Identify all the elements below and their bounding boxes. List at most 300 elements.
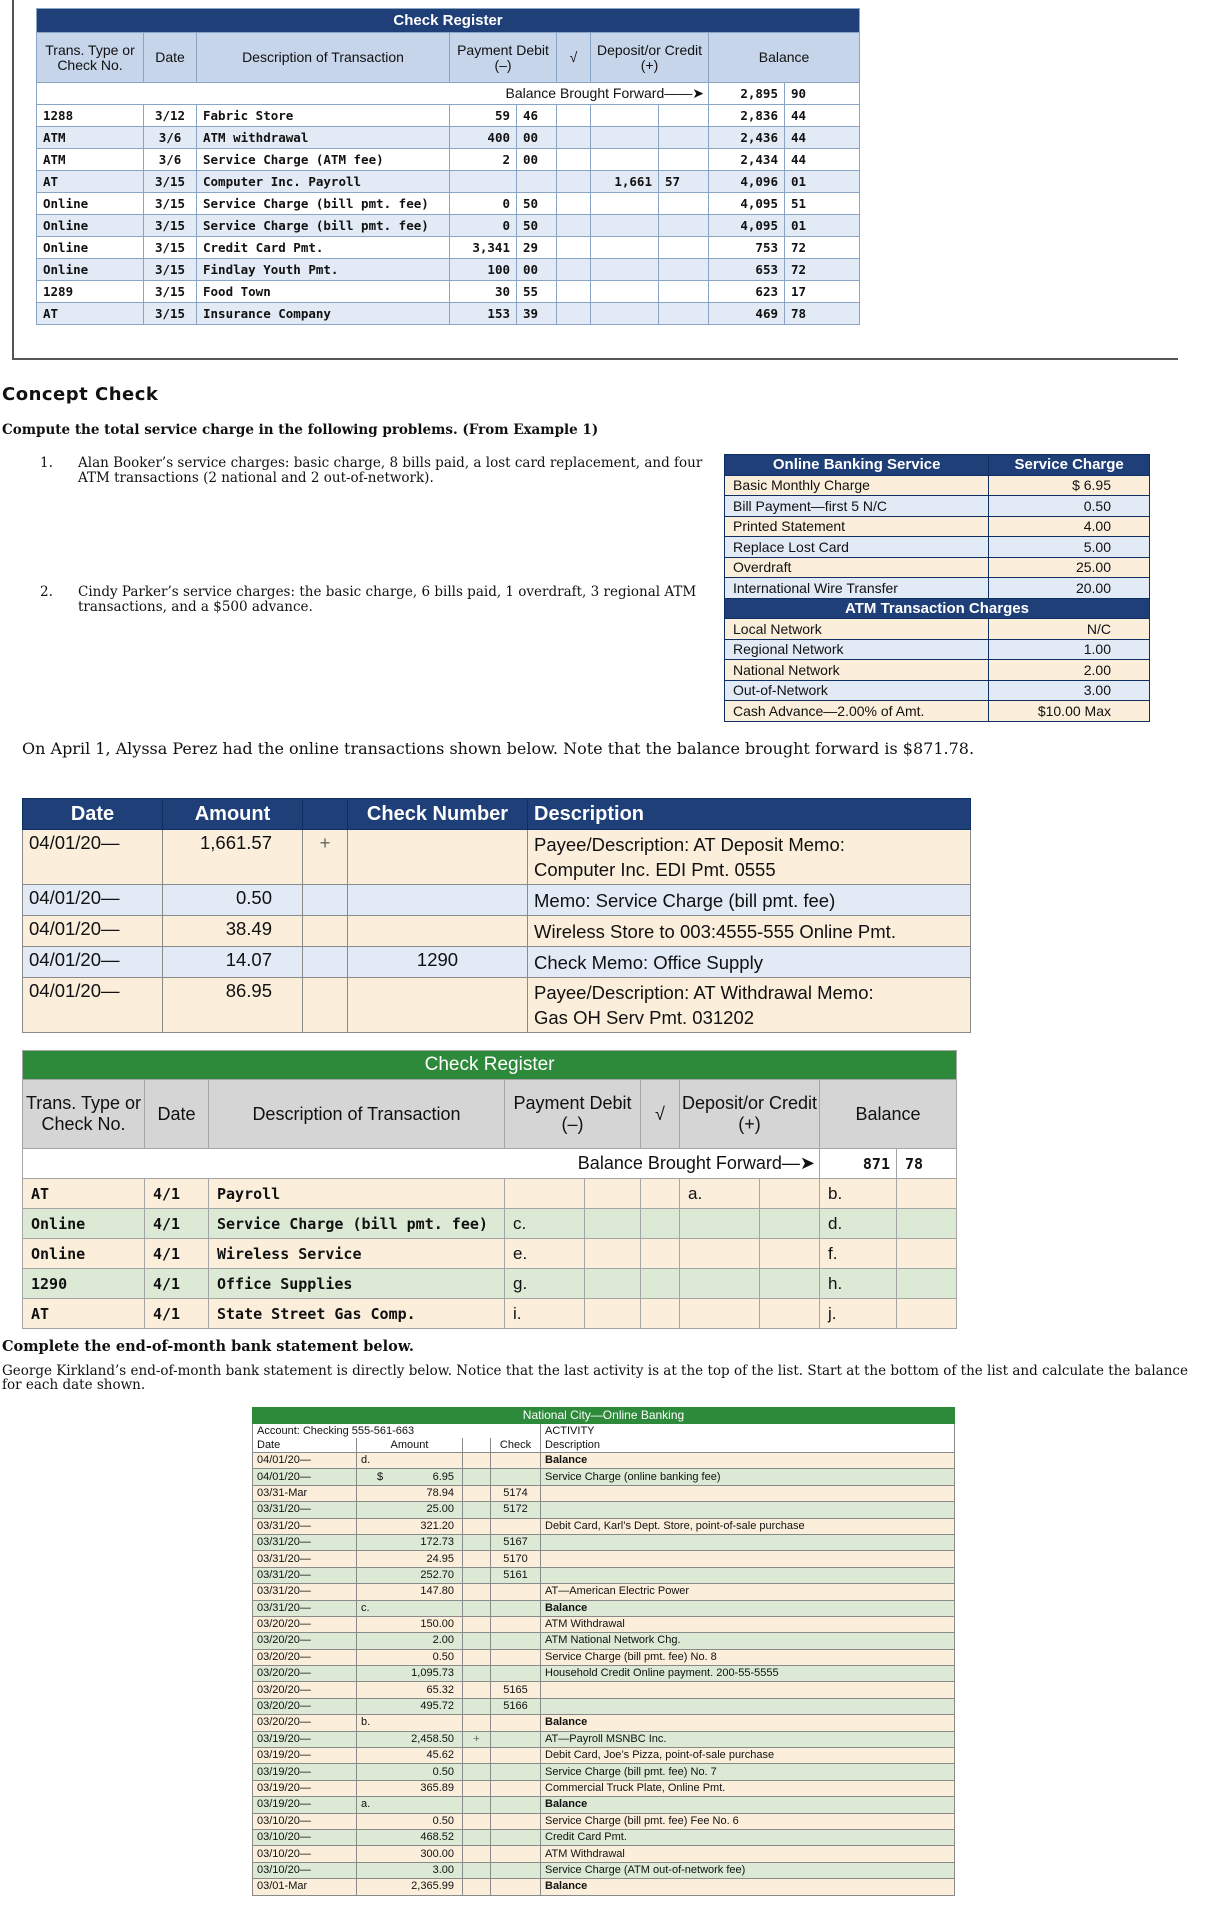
statement-check-number [491,1666,541,1682]
payment-dollars: 400 [450,127,517,149]
trans-description: State Street Gas Comp. [209,1299,505,1329]
balance-cents: 17 [785,281,860,303]
deposit-dollars [591,237,659,259]
fee-row [725,537,1150,558]
transaction-sign: + [303,830,348,885]
col-date: Date [144,33,197,83]
statement-row [253,1797,955,1813]
statement-sign [463,1748,491,1764]
balance-cents: 78 [785,303,860,325]
fee-row [725,639,1150,660]
statement-date: 03/20/20— [253,1616,357,1632]
register-row [37,259,860,281]
april-intro-text: On April 1, Alyssa Perez had the online transactions shown below. Note that the balance brought forward is $871.78. [22,739,975,758]
deposit-dollars [591,281,659,303]
deposit-cents [760,1239,820,1269]
statement-amount: 2,365.99 [411,1880,454,1893]
fee-value: 1.00 [989,639,1150,660]
statement-amount: 2.00 [432,1634,454,1647]
col-trans-type: Trans. Type or Check No. [23,1080,145,1149]
fee-value: $10.00 Max [989,701,1150,722]
balance-dollars: 2,434 [709,149,785,171]
deposit-cents [760,1209,820,1239]
deposit-dollars [591,259,659,281]
statement-description [541,1534,955,1550]
statement-sign [463,1715,491,1731]
fee-row [725,619,1150,640]
description-line-1: Memo: Service Charge (bill pmt. fee) [534,889,836,911]
statement-date: 04/01/20— [253,1469,357,1485]
statement-amount: 65.32 [426,1683,454,1696]
statement-row [253,1731,955,1747]
statement-amount-cell [357,1633,463,1649]
trans-type: 1288 [37,105,144,127]
fee-value: 0.50 [989,496,1150,517]
deposit-answer-blank [680,1299,760,1329]
balance-answer-blank: d. [820,1209,897,1239]
statement-sign [463,1862,491,1878]
deposit-dollars [591,105,659,127]
fee-name: Bill Payment—first 5 N/C [725,496,989,517]
statement-date: 03/20/20— [253,1666,357,1682]
fee-value: 20.00 [989,578,1150,599]
statement-sign [463,1518,491,1534]
payment-dollars: 0 [450,215,517,237]
statement-description: Balance [541,1879,955,1895]
statement-amount-cell [357,1829,463,1845]
statement-date: 03/20/20— [253,1682,357,1698]
register-row [23,1269,957,1299]
statement-check-number [491,1764,541,1780]
statement-amount-cell [357,1534,463,1550]
online-transactions-table [22,798,970,1033]
fee-name: Regional Network [725,639,989,660]
deposit-cents [659,237,709,259]
deposit-cents [760,1269,820,1299]
register-row [23,1299,957,1329]
balance-cents: 44 [785,105,860,127]
problem-text: Cindy Parker’s service charges: the basic charge, 6 bills paid, 1 overdraft, 3 regional ATM transactions, and a $500 advance. [78,584,697,615]
statement-amount-cell [357,1813,463,1829]
statement-row [253,1485,955,1501]
online-transaction-row [23,947,971,978]
online-col-description: Description [528,799,971,830]
payment-dollars: 0 [450,193,517,215]
statement-check-number [491,1518,541,1534]
statement-description: ATM Withdrawal [541,1616,955,1632]
col-check: √ [641,1080,680,1149]
register-row [37,215,860,237]
trans-type: Online [23,1239,145,1269]
concept-check-title: Concept Check [2,384,159,405]
check-mark [557,127,591,149]
statement-description [541,1502,955,1518]
deposit-cents: 57 [659,171,709,193]
transaction-amount: 14.07 [163,947,303,978]
statement-amount: 147.80 [420,1585,454,1598]
statement-row [253,1649,955,1665]
fee-row [725,516,1150,537]
trans-description: Insurance Company [197,303,450,325]
statement-sign [463,1534,491,1550]
balance-cents: 44 [785,127,860,149]
statement-date: 04/01/20— [253,1453,357,1469]
statement-date: 03/31/20— [253,1567,357,1583]
register-row [37,237,860,259]
trans-type: 1290 [23,1269,145,1299]
balance-cents [897,1209,957,1239]
balance-dollars: 4,096 [709,171,785,193]
statement-sign [463,1649,491,1665]
statement-check-number: 5167 [491,1534,541,1550]
statement-amount: a. [361,1798,371,1811]
register-title: Check Register [37,9,860,33]
trans-description: Office Supplies [209,1269,505,1299]
col-description: Description of Transaction [197,33,450,83]
statement-amount: 321.20 [420,1519,454,1532]
statement-description: Debit Card, Joe’s Pizza, point-of-sale purchase [541,1748,955,1764]
statement-check-number: 5166 [491,1698,541,1714]
trans-description: Service Charge (bill pmt. fee) [209,1209,505,1239]
trans-date: 3/15 [144,281,197,303]
col-deposit: Deposit/or Credit (+) [680,1080,820,1149]
balance-cents: 72 [785,259,860,281]
transaction-date: 04/01/20— [23,885,163,916]
col-date: Date [145,1080,209,1149]
problem-2 [40,585,710,615]
statement-description: Balance [541,1600,955,1616]
statement-check-number [491,1600,541,1616]
fee-name: Out-of-Network [725,680,989,701]
online-col-sign [303,799,348,830]
statement-description: Service Charge (ATM out-of-network fee) [541,1862,955,1878]
register-row [37,281,860,303]
service-charge-table [724,454,1150,722]
description-line-1: Payee/Description: AT Deposit Memo: [534,834,845,855]
payment-cents [585,1179,641,1209]
statement-description: Balance [541,1797,955,1813]
statement-sign [463,1764,491,1780]
trans-type: Online [37,259,144,281]
statement-row [253,1862,955,1878]
deposit-dollars [591,215,659,237]
statement-check-number [491,1649,541,1665]
transaction-date: 04/01/20— [23,916,163,947]
statement-date: 03/19/20— [253,1797,357,1813]
statement-heading: Complete the end-of-month bank statement below. [2,1338,414,1355]
statement-row [253,1764,955,1780]
payment-cents [517,171,557,193]
problem-number: 2. [40,584,53,600]
deposit-cents [659,127,709,149]
statement-amount-cell [357,1649,463,1665]
statement-date: 03/19/20— [253,1731,357,1747]
statement-sign [463,1584,491,1600]
fee-name: Replace Lost Card [725,537,989,558]
trans-type: Online [37,215,144,237]
statement-check-number: 5165 [491,1682,541,1698]
atm-charges-header: ATM Transaction Charges [725,598,1150,619]
statement-row [253,1846,955,1862]
statement-sign [463,1879,491,1895]
statement-row [253,1600,955,1616]
bbf-text: Balance Brought Forward [577,1153,782,1173]
register-title: Check Register [23,1051,957,1080]
register-row [23,1209,957,1239]
balance-dollars: 623 [709,281,785,303]
statement-check-number: 5161 [491,1567,541,1583]
trans-date: 4/1 [145,1299,209,1329]
left-margin-rule [12,0,14,360]
statement-row [253,1879,955,1895]
statement-check-number [491,1453,541,1469]
section-divider [12,358,1178,360]
statement-row [253,1666,955,1682]
statement-check-number [491,1584,541,1600]
statement-description [541,1567,955,1583]
trans-type: Online [37,237,144,259]
transaction-check-number [348,830,528,885]
problem-text: Alan Booker’s service charges: basic charge, 8 bills paid, a lost card replacement, and four ATM transactions (2 national and 2 out-of-network). [78,455,703,486]
trans-description: Fabric Store [197,105,450,127]
check-mark [557,237,591,259]
trans-date: 3/15 [144,259,197,281]
online-col-check: Check Number [348,799,528,830]
statement-check-number [491,1846,541,1862]
trans-date: 4/1 [145,1179,209,1209]
statement-date: 03/31/20— [253,1551,357,1567]
statement-date: 03/10/20— [253,1862,357,1878]
statement-check-number [491,1715,541,1731]
statement-row [253,1567,955,1583]
statement-amount-cell [357,1731,463,1747]
bbf-dollars: 871 [820,1149,897,1179]
fee-name: Cash Advance—2.00% of Amt. [725,701,989,722]
statement-description: Service Charge (online banking fee) [541,1469,955,1485]
transaction-description [528,947,971,978]
deposit-cents [659,259,709,281]
transaction-check-number [348,978,528,1033]
balance-answer-blank: f. [820,1239,897,1269]
description-line-1: Payee/Description: AT Withdrawal Memo: [534,982,874,1003]
check-register-2 [22,1050,956,1329]
description-line-1: Wireless Store to 003:4555-555 Online Pmt. [534,920,896,942]
trans-description: Computer Inc. Payroll [197,171,450,193]
transaction-check-number [348,916,528,947]
statement-date: 03/20/20— [253,1649,357,1665]
statement-amount-cell [357,1600,463,1616]
balance-cents: 72 [785,237,860,259]
trans-description: Service Charge (ATM fee) [197,149,450,171]
statement-date: 03/19/20— [253,1780,357,1796]
transaction-check-number [348,885,528,916]
trans-date: 3/15 [144,193,197,215]
trans-date: 4/1 [145,1269,209,1299]
statement-description: AT—Payroll MSNBC Inc. [541,1731,955,1747]
statement-check-number: 5174 [491,1485,541,1501]
statement-date: 03/31/20— [253,1584,357,1600]
check-mark [557,149,591,171]
statement-row [253,1518,955,1534]
balance-brought-forward-label: Balance Brought Forward—➤ [23,1149,820,1179]
statement-amount: 25.00 [426,1503,454,1516]
statement-date: 03/10/20— [253,1846,357,1862]
deposit-cents [659,193,709,215]
deposit-cents [760,1179,820,1209]
check-mark [557,281,591,303]
statement-amount: 0.50 [432,1765,454,1778]
balance-cents: 44 [785,149,860,171]
statement-check-number [491,1879,541,1895]
transaction-date: 04/01/20— [23,978,163,1033]
payment-dollars: 2 [450,149,517,171]
statement-check-number [491,1616,541,1632]
deposit-cents [659,149,709,171]
statement-sign [463,1567,491,1583]
payment-dollars: 3,341 [450,237,517,259]
deposit-dollars [591,149,659,171]
statement-description: Credit Card Pmt. [541,1829,955,1845]
fee-value: N/C [989,619,1150,640]
dollar-sign: $ [377,1470,384,1483]
trans-description: Credit Card Pmt. [197,237,450,259]
deposit-dollars [591,193,659,215]
deposit-dollars: 1,661 [591,171,659,193]
balance-dollars: 4,095 [709,193,785,215]
payment-answer-blank [505,1179,585,1209]
deposit-answer-blank: a. [680,1179,760,1209]
register-row [23,1239,957,1269]
statement-description: Commercial Truck Plate, Online Pmt. [541,1780,955,1796]
statement-date: 03/19/20— [253,1748,357,1764]
payment-cents [585,1209,641,1239]
payment-cents: 39 [517,303,557,325]
deposit-answer-blank [680,1269,760,1299]
fee-row [725,496,1150,517]
balance-answer-blank: b. [820,1179,897,1209]
transaction-amount: 38.49 [163,916,303,947]
balance-cents: 51 [785,193,860,215]
transaction-date: 04/01/20— [23,830,163,885]
stmt-col-check: Check [491,1438,541,1453]
statement-amount-cell [357,1567,463,1583]
trans-date: 3/6 [144,149,197,171]
register-row [37,149,860,171]
trans-type: AT [23,1179,145,1209]
statement-description: Balance [541,1453,955,1469]
payment-answer-blank: i. [505,1299,585,1329]
statement-sign [463,1682,491,1698]
statement-amount: 0.50 [432,1650,454,1663]
fee-name: International Wire Transfer [725,578,989,599]
statement-sign [463,1698,491,1714]
transaction-sign [303,947,348,978]
fee-name: Basic Monthly Charge [725,475,989,496]
payment-dollars: 153 [450,303,517,325]
payment-dollars [450,171,517,193]
payment-cents: 29 [517,237,557,259]
payment-cents: 50 [517,215,557,237]
statement-check-number [491,1862,541,1878]
payment-cents: 00 [517,259,557,281]
payment-dollars: 30 [450,281,517,303]
fees-header-charge: Service Charge [989,455,1150,476]
statement-amount: 78.94 [426,1486,454,1499]
statement-check-number [491,1731,541,1747]
statement-date: 03/10/20— [253,1829,357,1845]
online-transaction-row [23,885,971,916]
check-mark [641,1239,680,1269]
activity-label: ACTIVITY [541,1424,955,1439]
trans-description: ATM withdrawal [197,127,450,149]
statement-date: 03/20/20— [253,1633,357,1649]
statement-amount-cell [357,1715,463,1731]
trans-description: Service Charge (bill pmt. fee) [197,193,450,215]
statement-check-number [491,1813,541,1829]
statement-amount-cell [357,1879,463,1895]
check-mark [557,171,591,193]
register-row [23,1179,957,1209]
trans-type: ATM [37,149,144,171]
balance-brought-forward-label: Balance Brought Forward——➤ [37,83,709,105]
statement-sign [463,1502,491,1518]
online-transaction-row [23,830,971,885]
transaction-amount: 1,661.57 [163,830,303,885]
check-mark [557,193,591,215]
statement-description: Service Charge (bill pmt. fee) Fee No. 6 [541,1813,955,1829]
statement-row [253,1633,955,1649]
statement-amount: 172.73 [420,1536,454,1549]
statement-sign [463,1485,491,1501]
trans-type: AT [37,303,144,325]
stmt-col-date: Date [253,1438,357,1453]
statement-amount: 1,095.73 [411,1667,454,1680]
transaction-date: 04/01/20— [23,947,163,978]
deposit-answer-blank [680,1239,760,1269]
description-line-2: Gas OH Serv Pmt. 031202 [534,1007,755,1028]
statement-row [253,1829,955,1845]
statement-amount: 495.72 [420,1700,454,1713]
statement-sign [463,1453,491,1469]
bank-title: National City—Online Banking [253,1408,955,1424]
statement-sign [463,1797,491,1813]
check-mark [557,303,591,325]
fee-value: 2.00 [989,660,1150,681]
online-col-date: Date [23,799,163,830]
trans-type: 1289 [37,281,144,303]
trans-date: 3/15 [144,215,197,237]
statement-amount: 0.50 [432,1814,454,1827]
statement-amount-cell [357,1698,463,1714]
fee-name: Local Network [725,619,989,640]
trans-date: 3/15 [144,303,197,325]
problem-number: 1. [40,455,53,471]
statement-date: 03/31/20— [253,1600,357,1616]
trans-type: AT [37,171,144,193]
trans-date: 3/15 [144,171,197,193]
trans-type: Online [23,1209,145,1239]
statement-sign [463,1829,491,1845]
statement-description: Service Charge (bill pmt. fee) No. 8 [541,1649,955,1665]
deposit-answer-blank [680,1209,760,1239]
statement-row [253,1453,955,1469]
problem-1 [40,456,710,486]
balance-cents [897,1179,957,1209]
payment-cents: 55 [517,281,557,303]
statement-date: 03/19/20— [253,1764,357,1780]
bank-statement-table [252,1407,954,1896]
statement-row [253,1534,955,1550]
